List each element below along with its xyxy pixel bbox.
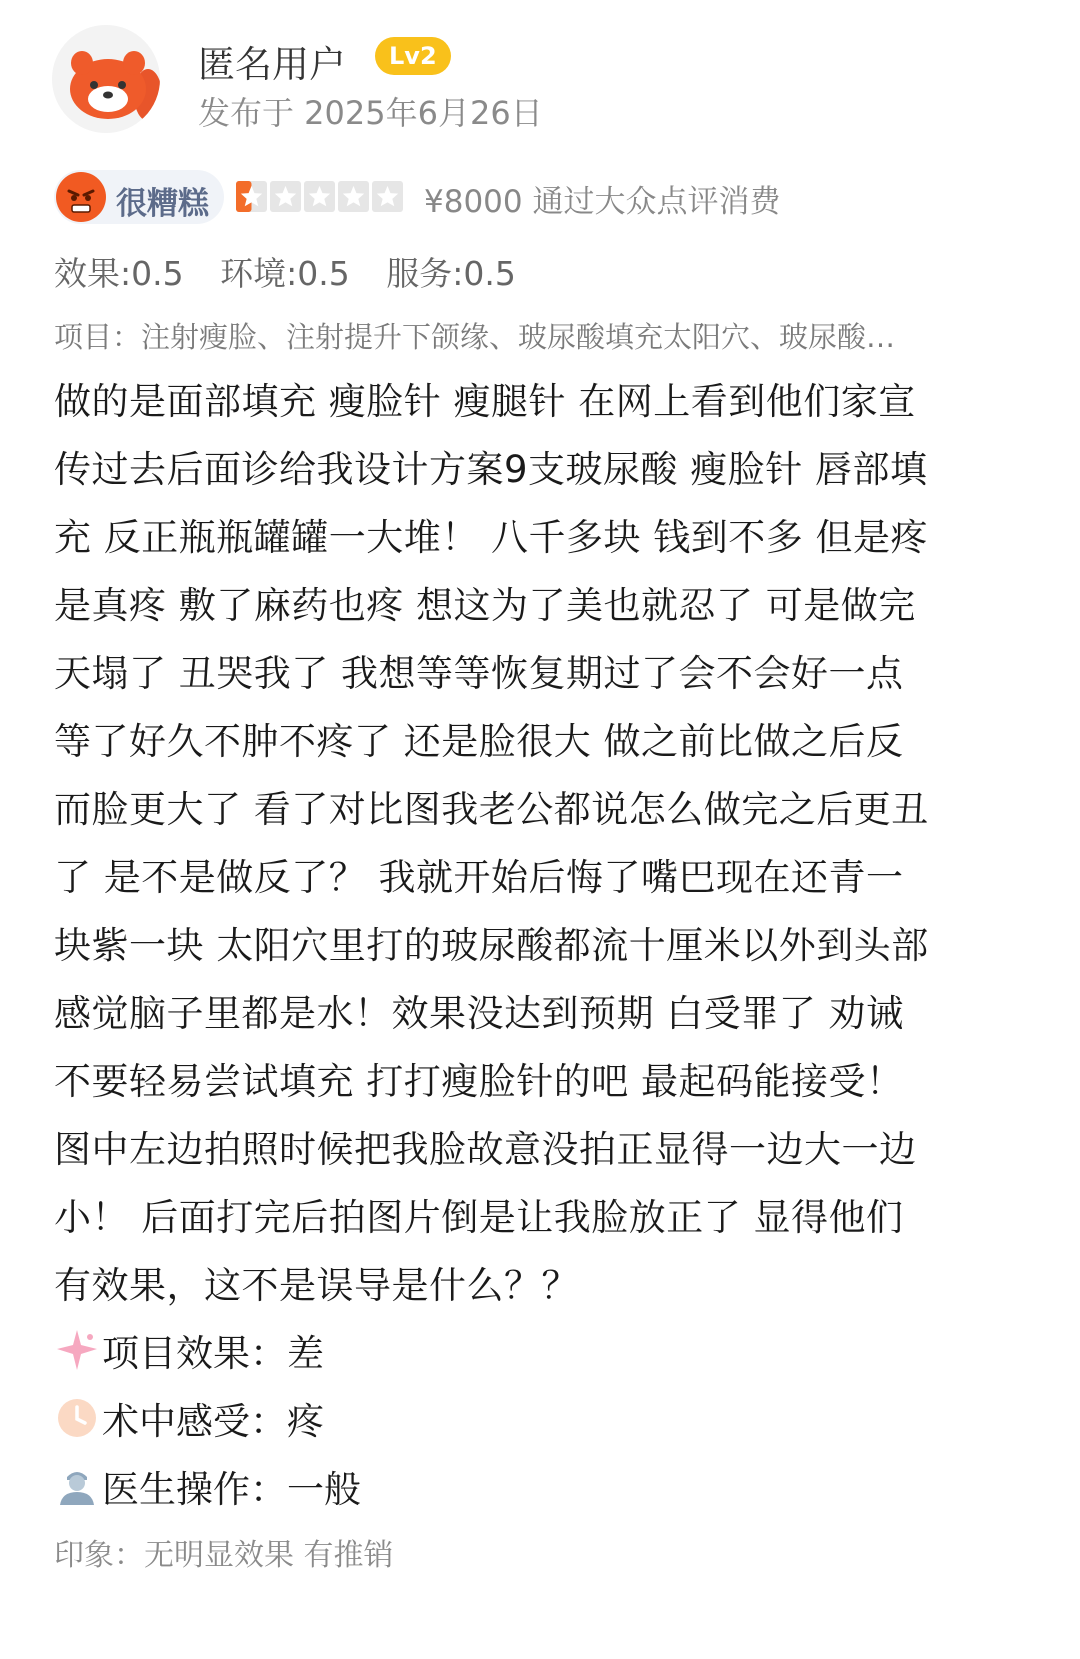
- tag-value: 一般: [287, 1468, 361, 1511]
- sparkle-icon: [54, 1327, 100, 1373]
- tag-label: 项目效果：: [102, 1332, 287, 1375]
- star-half-icon: [236, 181, 267, 212]
- review-line: 是真疼 敷了麻药也疼 想这为了美也就忍了 可是做完: [54, 584, 916, 627]
- review-line: 图中左边拍照时候把我脸故意没拍正显得一边大一边: [54, 1128, 917, 1171]
- tag-effect: [54, 1316, 324, 1384]
- username[interactable]: 匿名用户: [198, 43, 346, 86]
- publish-date: 发布于 2025年6月26日: [198, 94, 543, 132]
- review-line: 感觉脑子里都是水！效果没达到预期 白受罪了 劝诫: [54, 992, 904, 1035]
- rating-label: 很糟糕: [116, 186, 209, 222]
- review-line: 充 反正瓶瓶罐罐一大堆！ 八千多块 钱到不多 但是疼: [54, 516, 929, 559]
- review-line: 做的是面部填充 瘦脸针 瘦腿针 在网上看到他们家宣: [54, 380, 916, 423]
- score-effect: 效果:0.5: [54, 254, 184, 293]
- rating-badge: [54, 170, 224, 224]
- project-list[interactable]: 项目：注射瘦脸、注射提升下颌缘、玻尿酸填充太阳穴、玻尿酸…: [54, 320, 896, 354]
- tag-value: 疼: [287, 1400, 324, 1443]
- review-line: 小！ 后面打完后拍图片倒是让我脸放正了 显得他们: [54, 1196, 904, 1239]
- review-line: 而脸更大了 看了对比图我老公都说怎么做完之后更丑: [54, 788, 929, 831]
- score-service: 服务:0.5: [386, 254, 516, 293]
- review-text: [54, 368, 1039, 1320]
- clock-icon: [54, 1395, 100, 1441]
- star-empty-icon: [270, 181, 301, 212]
- star-empty-icon: [372, 181, 403, 212]
- tag-label: 术中感受：: [102, 1400, 287, 1443]
- star-rating: [236, 181, 403, 212]
- level-badge: Lv2: [375, 37, 451, 75]
- angry-face-icon: [56, 172, 106, 222]
- star-empty-icon: [304, 181, 335, 212]
- review-line: 有效果，这不是误导是什么？？: [54, 1264, 579, 1307]
- consumption-price: ¥8000 通过大众点评消费: [424, 184, 781, 220]
- review-line: 传过去后面诊给我设计方案9支玻尿酸 瘦脸针 唇部填: [54, 448, 928, 491]
- review-line: 天塌了 丑哭我了 我想等等恢复期过了会不会好一点: [54, 652, 904, 695]
- star-empty-icon: [338, 181, 369, 212]
- score-environment: 环境:0.5: [220, 254, 350, 293]
- tag-doctor: [54, 1452, 361, 1520]
- review-line: 不要轻易尝试填充 打打瘦脸针的吧 最起码能接受！: [54, 1060, 904, 1103]
- user-avatar[interactable]: [52, 25, 160, 133]
- impression-text: 印象：无明显效果 有推销: [54, 1538, 394, 1573]
- doctor-icon: [54, 1463, 100, 1509]
- tag-label: 医生操作：: [102, 1468, 287, 1511]
- review-line: 块紫一块 太阳穴里打的玻尿酸都流十厘米以外到头部: [54, 924, 929, 967]
- review-line: 等了好久不肿不疼了 还是脸很大 做之前比做之后反: [54, 720, 904, 763]
- tag-feeling: [54, 1384, 324, 1452]
- review-line: 了 是不是做反了？ 我就开始后悔了嘴巴现在还青一: [54, 856, 904, 899]
- red-panda-icon: [52, 25, 160, 133]
- tag-value: 差: [287, 1332, 324, 1375]
- sub-scores: [54, 248, 542, 295]
